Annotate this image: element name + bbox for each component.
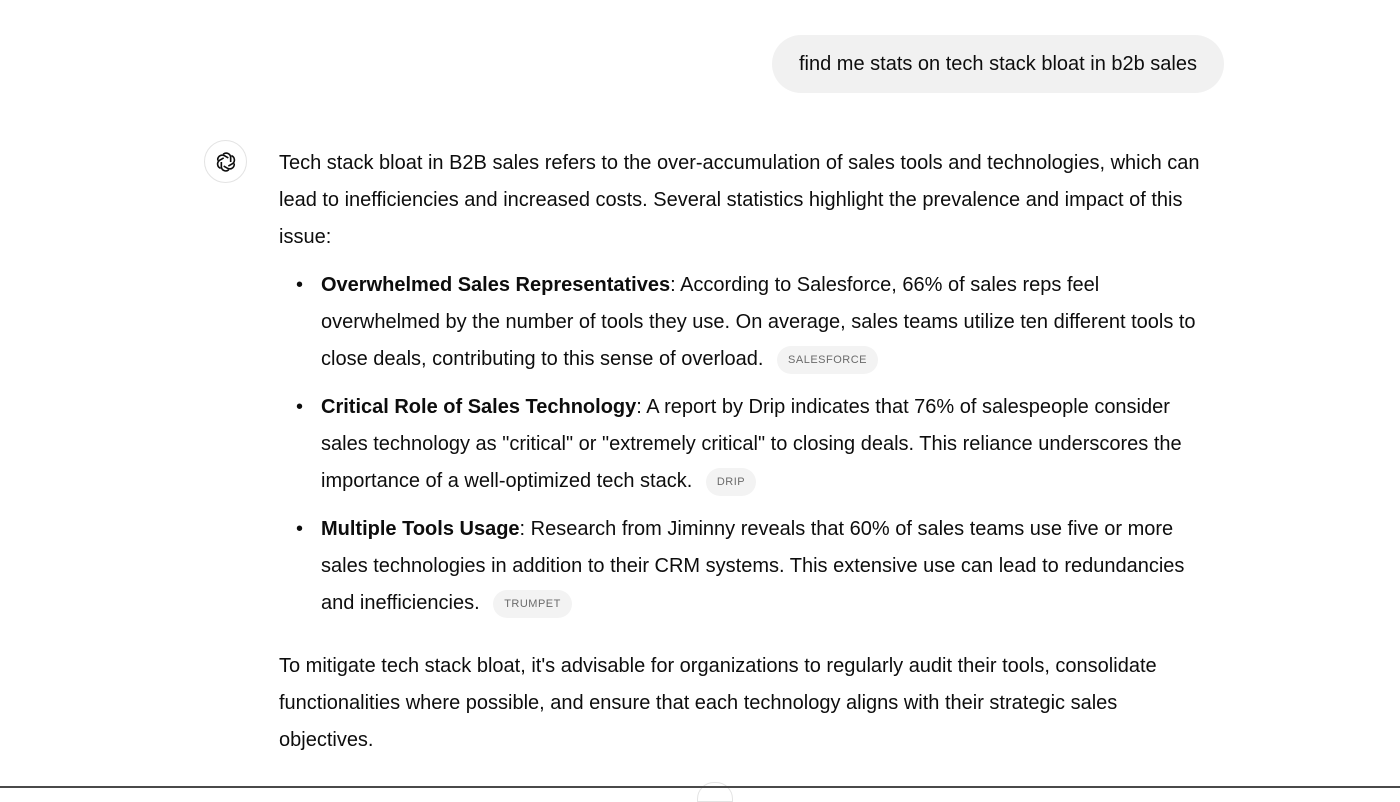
list-item bbox=[296, 389, 1209, 500]
list-item-text: : According to Salesforce, 66% of sales reps feel overwhelmed by the number of tools they use. On average, sales teams utilize ten different tools to close deals, contributing to this sense of overload. bbox=[321, 274, 1196, 370]
assistant-closing: To mitigate tech stack bloat, it's advisable for organizations to regularly audit their tools, consolidate functionalities where possible, and ensure that each technology aligns with their strategic sales objectives. bbox=[279, 655, 1157, 751]
list-item-title: Critical Role of Sales Technology bbox=[321, 396, 637, 418]
list-item bbox=[296, 511, 1209, 622]
user-message-text: find me stats on tech stack bloat in b2b sales bbox=[799, 53, 1197, 75]
source-chip-drip[interactable]: DRIP bbox=[706, 468, 756, 496]
bullet-icon: • bbox=[296, 396, 304, 418]
source-chip-salesforce[interactable]: SALESFORCE bbox=[777, 346, 878, 374]
stats-list bbox=[279, 267, 1209, 622]
bullet-icon: • bbox=[296, 274, 304, 296]
list-item bbox=[296, 267, 1209, 378]
assistant-message bbox=[279, 145, 1209, 759]
assistant-intro: Tech stack bloat in B2B sales refers to the over-accumulation of sales tools and technologies, which can lead to inefficiencies and increased costs. Several statistics highlight the prevalence and impact of this issue: bbox=[279, 152, 1200, 248]
list-item-title: Multiple Tools Usage bbox=[321, 518, 520, 540]
user-message-bubble bbox=[772, 35, 1224, 93]
source-chip-trumpet[interactable]: TRUMPET bbox=[493, 590, 572, 618]
openai-logo-icon bbox=[213, 149, 239, 175]
assistant-avatar bbox=[204, 140, 247, 183]
list-item-text: : A report by Drip indicates that 76% of salespeople consider sales technology as "critical" or "extremely critical" to closing deals. This reliance underscores the importance of a well-optimized tech stack. bbox=[321, 396, 1182, 492]
scroll-down-button[interactable] bbox=[697, 782, 733, 802]
list-item-text: : Research from Jiminny reveals that 60% of sales teams use five or more sales technologies in addition to their CRM systems. This extensive use can lead to redundancies and inefficiencies. bbox=[321, 518, 1185, 614]
list-item-title: Overwhelmed Sales Representatives bbox=[321, 274, 671, 296]
bullet-icon: • bbox=[296, 518, 304, 540]
